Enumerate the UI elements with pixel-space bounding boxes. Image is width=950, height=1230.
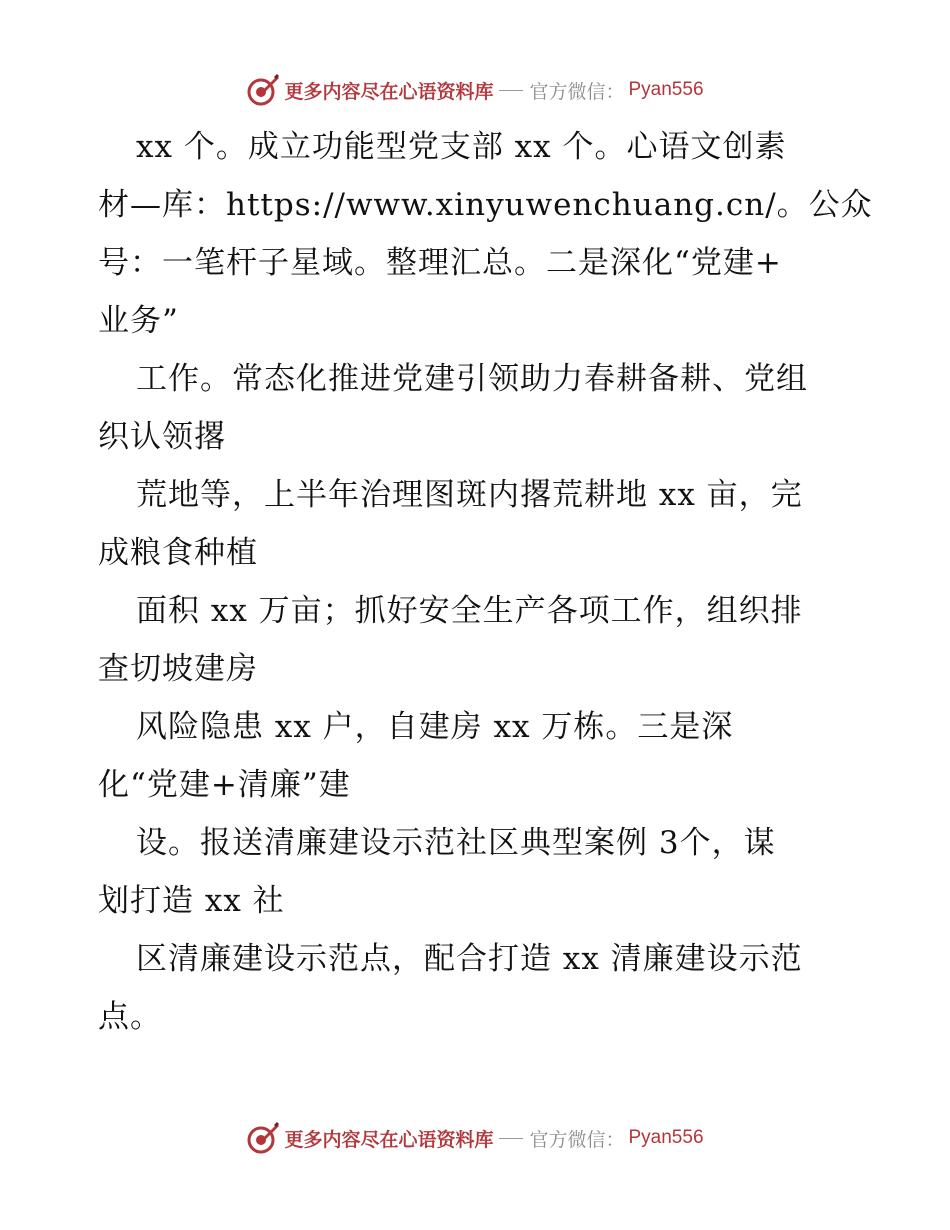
- paragraph-line: 划打造 xx 社: [98, 883, 285, 919]
- footer-dash: [499, 1138, 523, 1139]
- paragraph-line: 材—库：https://www.xinyuwenchuang.cn/。公众: [98, 187, 873, 223]
- footer-wechat-label: 官方微信：: [529, 1128, 625, 1151]
- header-wechat-id: Pyan556: [628, 79, 704, 100]
- footer-wechat-id: Pyan556: [628, 1127, 704, 1148]
- header-banner: [0, 70, 950, 110]
- footer-banner: [0, 1118, 950, 1158]
- paragraph-line: 面积 xx 万亩；抓好安全生产各项工作，组织排: [136, 593, 803, 629]
- paragraph-line: 号：一笔杆子星域。整理汇总。二是深化“党建+: [98, 245, 782, 281]
- paragraph-line: xx 个。成立功能型党支部 xx 个。心语文创素: [136, 129, 787, 165]
- paragraph-line: 区清廉建设示范点，配合打造 xx 清廉建设示范: [136, 941, 803, 977]
- pen-logo-icon: [246, 1121, 280, 1155]
- paragraph-line: 成粮食种植: [98, 535, 258, 571]
- pen-logo-icon: [246, 73, 280, 107]
- header-brand-text: 更多内容尽在心语资料库: [284, 80, 494, 103]
- header-dash: [499, 90, 523, 91]
- paragraph-line: 风险隐患 xx 户，自建房 xx 万栋。三是深: [136, 709, 734, 745]
- header-wechat-label: 官方微信：: [529, 80, 625, 103]
- paragraph-line: 查切坡建房: [98, 651, 258, 687]
- paragraph-line: 织认领撂: [98, 419, 226, 455]
- paragraph-line: 化“党建+清廉”建: [98, 767, 351, 803]
- paragraph-line: 设。报送清廉建设示范社区典型案例 3个，谋: [136, 825, 776, 861]
- paragraph-line: 工作。常态化推进党建引领助力春耕备耕、党组: [136, 361, 808, 397]
- body-text: [98, 118, 873, 1046]
- paragraph-line: 点。: [98, 999, 162, 1035]
- paragraph-line: 荒地等，上半年治理图斑内撂荒耕地 xx 亩，完: [136, 477, 803, 513]
- paragraph-line: 业务”: [98, 303, 179, 339]
- footer-brand-text: 更多内容尽在心语资料库: [284, 1128, 494, 1151]
